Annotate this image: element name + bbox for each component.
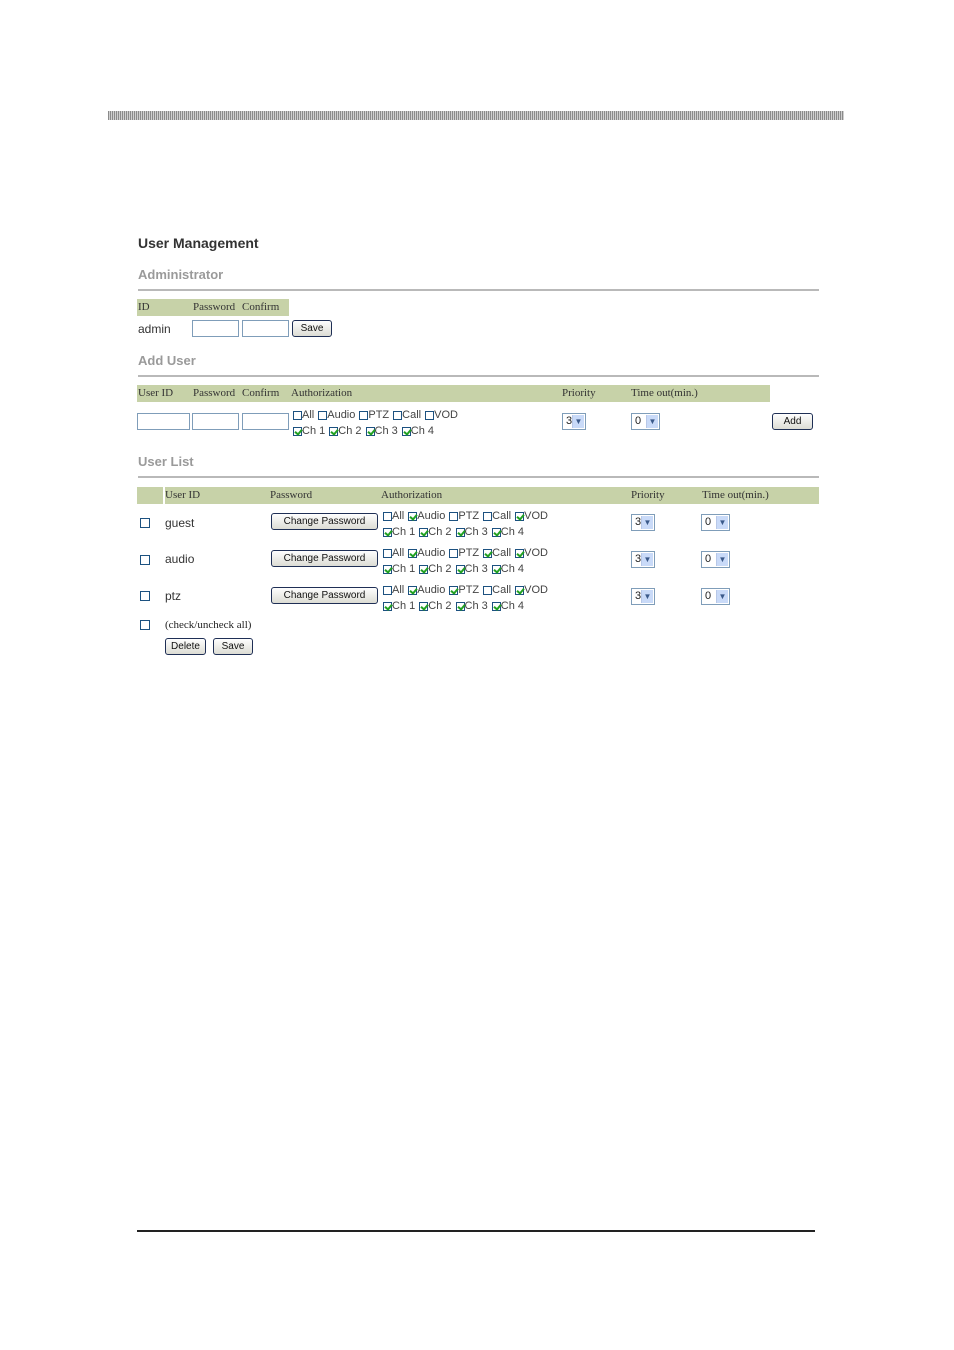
auth-line-1 — [383, 507, 623, 523]
timeout-select[interactable] — [701, 588, 730, 605]
priority-select[interactable] — [631, 588, 655, 605]
user-id: guest — [165, 516, 195, 530]
authorization-label: VOD — [524, 584, 548, 597]
authorization-option[interactable] — [483, 547, 511, 559]
user-list-divider — [138, 476, 819, 478]
table-row — [0, 581, 954, 617]
authorization-label: Call — [492, 547, 512, 560]
timeout-value: 0 — [705, 516, 712, 528]
col-password: Password — [193, 301, 236, 313]
authorization-checkbox[interactable] — [293, 411, 302, 420]
admin-password-field[interactable] — [192, 320, 239, 337]
page-footer-line — [137, 1230, 815, 1232]
authorization-option[interactable] — [359, 409, 389, 421]
authorization-option[interactable] — [293, 425, 325, 437]
priority-value: 3 — [635, 590, 642, 602]
authorization-label: Ch 1 — [392, 526, 416, 539]
timeout-value: 0 — [705, 553, 712, 565]
authorization-checkbox[interactable] — [449, 512, 458, 521]
authorization-option[interactable] — [483, 584, 511, 596]
col-password: Password — [270, 489, 313, 501]
priority-value: 3 — [566, 415, 573, 427]
auth-line-2 — [293, 422, 553, 438]
authorization-option[interactable] — [449, 510, 479, 522]
authorization-label: Ch 4 — [500, 526, 524, 539]
add-user-divider — [138, 375, 819, 377]
authorization-label: Ch 4 — [410, 425, 434, 438]
col-timeout: Time out(min.) — [631, 387, 698, 399]
new-user-id-field[interactable] — [137, 413, 190, 430]
authorization-checkbox[interactable] — [515, 549, 524, 558]
authorization-option[interactable] — [383, 526, 415, 538]
auth-line-2 — [383, 560, 623, 576]
row-select-checkbox[interactable] — [140, 591, 150, 601]
col-priority: Priority — [562, 387, 596, 399]
admin-save-button[interactable]: Save — [292, 320, 332, 337]
authorization-label: Ch 1 — [392, 563, 416, 576]
authorization-checkbox[interactable] — [456, 602, 465, 611]
new-confirm-field[interactable] — [242, 413, 289, 430]
col-timeout: Time out(min.) — [702, 489, 769, 501]
authorization-option[interactable] — [318, 409, 355, 421]
col-user-id: User ID — [138, 387, 174, 399]
chevron-down-icon: ▼ — [716, 553, 728, 566]
authorization-label: All — [392, 547, 405, 560]
chevron-down-icon: ▼ — [716, 590, 728, 603]
col-confirm: Confirm — [242, 387, 280, 399]
auth-line-1 — [383, 544, 623, 560]
authorization-label: Ch 3 — [464, 600, 488, 613]
user-id: audio — [165, 552, 195, 566]
authorization-option[interactable] — [483, 510, 511, 522]
authorization-checkbox[interactable] — [366, 427, 375, 436]
authorization-option[interactable] — [383, 547, 404, 559]
authorization-checkbox[interactable] — [425, 411, 434, 420]
page-title: User Management — [138, 235, 259, 251]
authorization-checkbox[interactable] — [515, 586, 524, 595]
authorization-label: PTZ — [368, 409, 390, 422]
authorization-checkbox[interactable] — [383, 602, 392, 611]
authorization-option[interactable] — [515, 584, 548, 596]
authorization-option[interactable] — [383, 584, 404, 596]
col-confirm: Confirm — [242, 301, 280, 313]
authorization-option[interactable] — [366, 425, 398, 437]
priority-select[interactable] — [631, 551, 655, 568]
add-user-header — [137, 385, 770, 402]
admin-id: admin — [138, 322, 171, 336]
user-list-heading: User List — [138, 454, 194, 469]
authorization-checkbox[interactable] — [492, 528, 501, 537]
check-all-label: (check/uncheck all) — [165, 619, 252, 631]
authorization-option[interactable] — [383, 563, 415, 575]
priority-value: 3 — [635, 516, 642, 528]
authorization-checkbox[interactable] — [449, 586, 458, 595]
authorization-option[interactable] — [515, 510, 548, 522]
admin-confirm-field[interactable] — [242, 320, 289, 337]
administrator-divider — [138, 289, 819, 291]
authorization-checkbox[interactable] — [449, 549, 458, 558]
authorization-label: Ch 3 — [374, 425, 398, 438]
authorization-label: Ch 2 — [338, 425, 362, 438]
authorization-label: Call — [492, 510, 512, 523]
add-timeout-select[interactable] — [631, 413, 660, 430]
authorization-checkbox[interactable] — [483, 512, 492, 521]
authorization-option[interactable] — [383, 600, 415, 612]
authorization-option[interactable] — [408, 547, 445, 559]
authorization-option[interactable] — [449, 547, 479, 559]
authorization-option[interactable] — [456, 563, 488, 575]
authorization-checkbox[interactable] — [402, 427, 411, 436]
add-priority-select[interactable] — [562, 413, 586, 430]
authorization-checkbox[interactable] — [419, 602, 428, 611]
authorization-checkbox[interactable] — [359, 411, 368, 420]
authorization-checkbox[interactable] — [318, 411, 327, 420]
add-user-authorization — [293, 406, 553, 438]
col-authorization: Authorization — [381, 489, 443, 501]
authorization-checkbox[interactable] — [383, 512, 392, 521]
authorization-checkbox[interactable] — [393, 411, 402, 420]
authorization-label: Audio — [417, 510, 446, 523]
authorization-checkbox[interactable] — [492, 565, 501, 574]
authorization-label: Call — [492, 584, 512, 597]
chevron-down-icon: ▼ — [572, 415, 584, 428]
user-id: ptz — [165, 589, 182, 603]
timeout-value: 0 — [635, 415, 642, 427]
check-all-checkbox[interactable] — [140, 620, 150, 630]
user-list-header — [137, 487, 819, 504]
authorization-label: VOD — [524, 510, 548, 523]
authorization-option[interactable] — [449, 584, 479, 596]
user-authorization — [383, 581, 623, 613]
chevron-down-icon: ▼ — [646, 415, 658, 428]
new-password-field[interactable] — [192, 413, 239, 430]
chevron-down-icon: ▼ — [641, 590, 653, 603]
authorization-option[interactable] — [492, 600, 524, 612]
table-row — [0, 507, 954, 543]
authorization-label: Ch 2 — [428, 526, 452, 539]
row-select-checkbox[interactable] — [140, 555, 150, 565]
authorization-label: Audio — [417, 584, 446, 597]
authorization-option[interactable] — [515, 547, 548, 559]
timeout-value: 0 — [705, 590, 712, 602]
authorization-label: Ch 3 — [464, 563, 488, 576]
change-password-button[interactable]: Change Password — [271, 587, 378, 604]
authorization-label: Ch 4 — [500, 563, 524, 576]
authorization-checkbox[interactable] — [419, 528, 428, 537]
col-password: Password — [193, 387, 236, 399]
authorization-option[interactable] — [329, 425, 361, 437]
authorization-option[interactable] — [492, 563, 524, 575]
authorization-label: Audio — [327, 409, 356, 422]
authorization-option[interactable] — [408, 510, 445, 522]
authorization-option[interactable] — [456, 526, 488, 538]
authorization-checkbox[interactable] — [383, 565, 392, 574]
add-user-button[interactable]: Add — [772, 413, 813, 430]
authorization-checkbox[interactable] — [293, 427, 302, 436]
authorization-option[interactable] — [383, 510, 404, 522]
authorization-label: Audio — [417, 547, 446, 560]
col-id: ID — [138, 301, 150, 313]
authorization-label: PTZ — [458, 510, 480, 523]
authorization-label: VOD — [434, 409, 458, 422]
chevron-down-icon: ▼ — [641, 516, 653, 529]
table-row — [0, 544, 954, 580]
authorization-checkbox[interactable] — [408, 586, 417, 595]
authorization-label: VOD — [524, 547, 548, 560]
page-header-bar — [108, 111, 844, 120]
authorization-option[interactable] — [402, 425, 434, 437]
row-select-checkbox[interactable] — [140, 518, 150, 528]
authorization-checkbox[interactable] — [329, 427, 338, 436]
authorization-checkbox[interactable] — [456, 565, 465, 574]
change-password-button[interactable]: Change Password — [271, 550, 378, 567]
authorization-checkbox[interactable] — [383, 549, 392, 558]
authorization-option[interactable] — [408, 584, 445, 596]
authorization-checkbox[interactable] — [383, 528, 392, 537]
add-user-heading: Add User — [138, 353, 196, 368]
timeout-select[interactable] — [701, 551, 730, 568]
authorization-option[interactable] — [456, 600, 488, 612]
authorization-checkbox[interactable] — [456, 528, 465, 537]
authorization-option[interactable] — [419, 563, 451, 575]
authorization-label: All — [392, 510, 405, 523]
auth-line-2 — [383, 597, 623, 613]
authorization-label: All — [392, 584, 405, 597]
authorization-checkbox[interactable] — [515, 512, 524, 521]
authorization-label: Ch 1 — [392, 600, 416, 613]
auth-line-2 — [383, 523, 623, 539]
authorization-label: All — [302, 409, 315, 422]
authorization-checkbox[interactable] — [383, 586, 392, 595]
authorization-label: PTZ — [458, 584, 480, 597]
authorization-checkbox[interactable] — [419, 565, 428, 574]
authorization-label: Ch 2 — [428, 600, 452, 613]
col-authorization: Authorization — [291, 387, 353, 399]
col-priority: Priority — [631, 489, 665, 501]
authorization-checkbox[interactable] — [408, 512, 417, 521]
administrator-heading: Administrator — [138, 267, 224, 282]
authorization-option[interactable] — [492, 526, 524, 538]
authorization-option[interactable] — [293, 409, 314, 421]
auth-line-1 — [383, 581, 623, 597]
chevron-down-icon: ▼ — [716, 516, 728, 529]
auth-line-1 — [293, 406, 553, 422]
authorization-label: Ch 3 — [464, 526, 488, 539]
authorization-checkbox[interactable] — [492, 602, 501, 611]
authorization-checkbox[interactable] — [408, 549, 417, 558]
priority-select[interactable] — [631, 514, 655, 531]
change-password-button[interactable]: Change Password — [271, 513, 378, 530]
timeout-select[interactable] — [701, 514, 730, 531]
authorization-option[interactable] — [393, 409, 421, 421]
user-authorization — [383, 507, 623, 539]
authorization-checkbox[interactable] — [483, 586, 492, 595]
chevron-down-icon: ▼ — [641, 553, 653, 566]
col-user-id: User ID — [165, 489, 201, 501]
authorization-checkbox[interactable] — [483, 549, 492, 558]
authorization-label: Ch 4 — [500, 600, 524, 613]
authorization-option[interactable] — [425, 409, 458, 421]
user-list-save-button[interactable]: Save — [213, 638, 253, 655]
authorization-label: Call — [402, 409, 422, 422]
user-authorization — [383, 544, 623, 576]
authorization-label: Ch 2 — [428, 563, 452, 576]
administrator-header — [137, 299, 289, 316]
delete-button[interactable]: Delete — [165, 638, 206, 655]
priority-value: 3 — [635, 553, 642, 565]
authorization-option[interactable] — [419, 600, 451, 612]
authorization-label: PTZ — [458, 547, 480, 560]
authorization-label: Ch 1 — [302, 425, 326, 438]
authorization-option[interactable] — [419, 526, 451, 538]
